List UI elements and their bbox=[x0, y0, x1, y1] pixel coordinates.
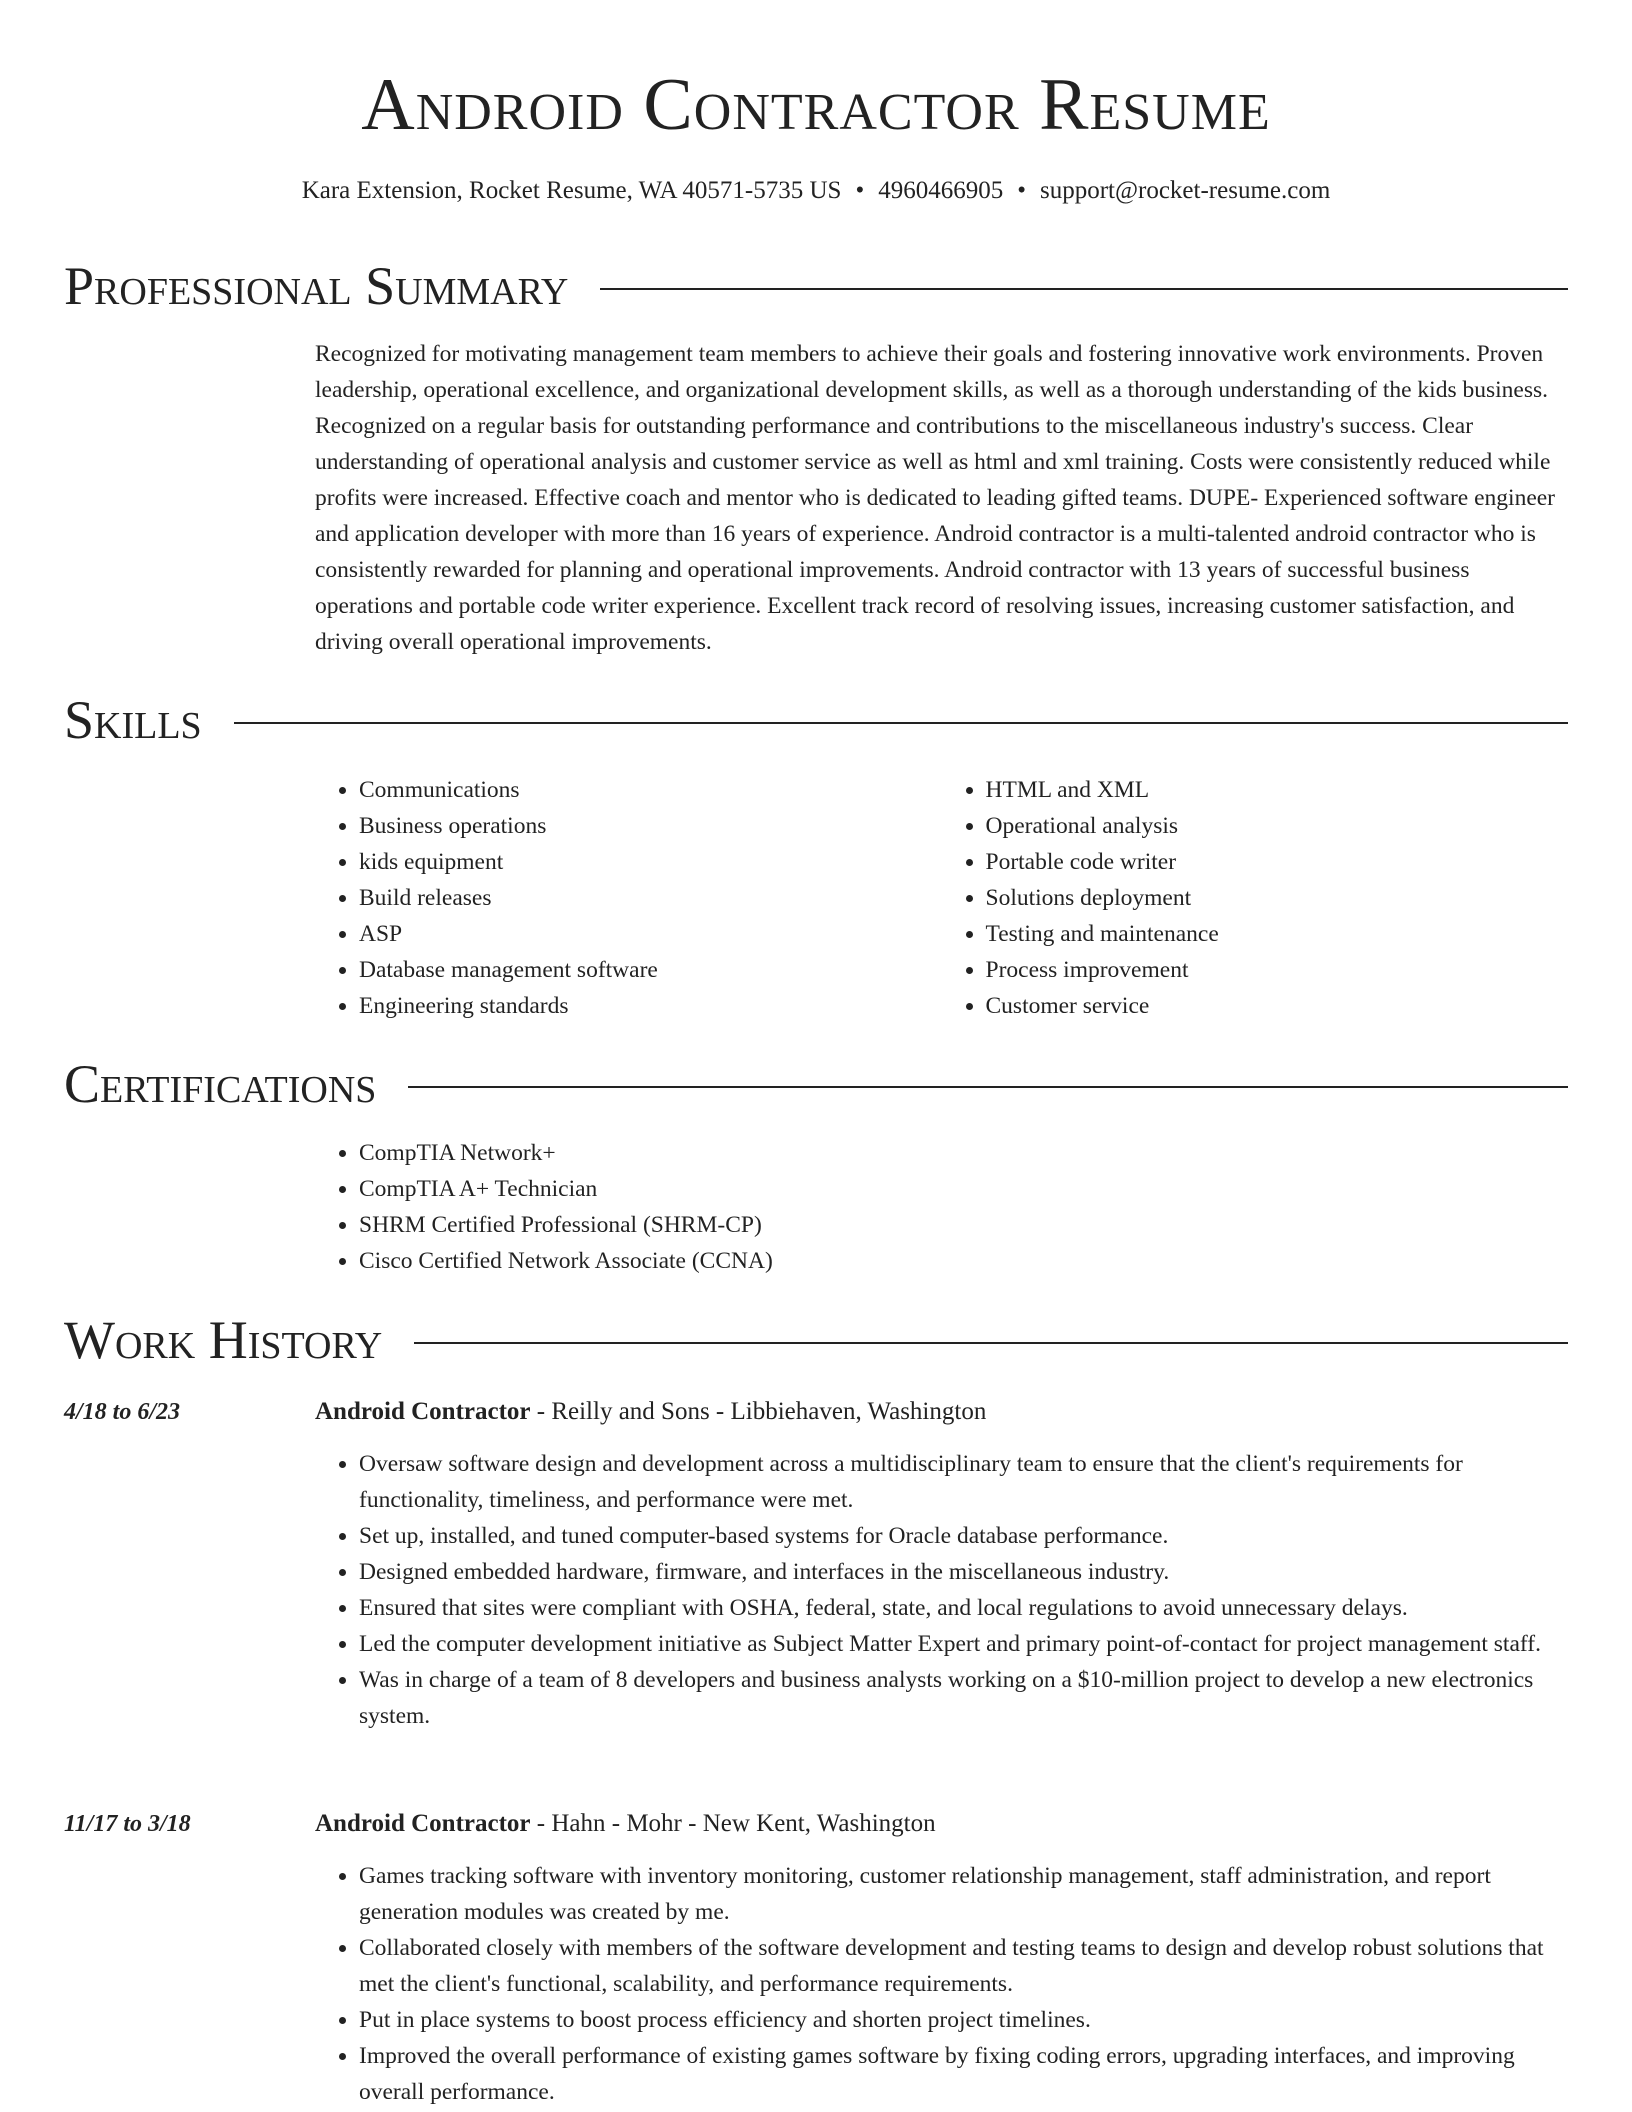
section-divider bbox=[600, 288, 1568, 290]
skills-column-left bbox=[315, 772, 942, 1024]
summary-body bbox=[315, 336, 1568, 660]
contact-email: support@rocket-resume.com bbox=[1039, 177, 1331, 204]
skill-item: • Portable code writer bbox=[986, 844, 1569, 880]
section-divider bbox=[408, 1086, 1568, 1088]
certifications-heading: Certifications bbox=[64, 1054, 377, 1114]
job-employer: - Reilly and Sons - Libbiehaven, Washington bbox=[530, 1398, 987, 1425]
skill-item: • Process improvement bbox=[986, 952, 1569, 988]
section-divider bbox=[414, 1342, 1568, 1344]
job-title: Android Contractor bbox=[315, 1398, 531, 1425]
job-bullet: • Designed embedded hardware, firmware, and interfaces in the miscellaneous industry. bbox=[359, 1554, 1568, 1590]
summary-text: Recognized for motivating management team members to achieve their goals and fostering innovative work environments. Proven leadership, operational excellence, and organizational development skills, as well as a thorough understanding of the kids business. Recognized on a regular basis for outstanding performance and contributions to the miscellaneous industry's success. Clear understanding of operational analysis and customer service as well as html and xml training. Costs were consistently reduced while profits were increased. Effective coach and mentor who is dedicated to leading gifted teams. DUPE- Experienced software engineer and application developer with more than 16 years of experience. Android contractor is a multi-talented android contractor who is consistently rewarded for planning and operational improvements. Android contractor with 13 years of successful business operations and portable code writer experience. Excellent track record of resolving issues, increasing customer satisfaction, and driving overall operational improvements. bbox=[315, 341, 1556, 655]
job-entry bbox=[315, 1806, 1568, 2110]
job-heading bbox=[315, 1806, 1568, 1842]
skills-column-right bbox=[942, 772, 1569, 1024]
job-bullet: • Collaborated closely with members of the software development and testing teams to design and develop robust solutions that met the client's functional, scalability, and performance requirements. bbox=[359, 1930, 1568, 2002]
skill-item: • Testing and maintenance bbox=[986, 916, 1569, 952]
job-dates: 11/17 to 3/18 bbox=[64, 1811, 191, 1837]
job-employer: - Hahn - Mohr - New Kent, Washington bbox=[530, 1810, 936, 1837]
skill-item: • ASP bbox=[359, 916, 942, 952]
section-divider bbox=[234, 722, 1568, 724]
certification-item: • Cisco Certified Network Associate (CCNA) bbox=[359, 1243, 1568, 1279]
skill-item: • Business operations bbox=[359, 808, 942, 844]
skill-item: • Communications bbox=[359, 772, 942, 808]
skill-item: • Database management software bbox=[359, 952, 942, 988]
work-heading: Work History bbox=[64, 1310, 383, 1370]
skill-item: • Customer service bbox=[986, 988, 1569, 1024]
skill-item: • Engineering standards bbox=[359, 988, 942, 1024]
job-bullet: • Games tracking software with inventory monitoring, customer relationship management, staff administration, and report generation modules was created by me. bbox=[359, 1858, 1568, 1930]
summary-section-header bbox=[64, 254, 1568, 318]
skill-item: • Operational analysis bbox=[986, 808, 1569, 844]
certification-item: • SHRM Certified Professional (SHRM-CP) bbox=[359, 1207, 1568, 1243]
job-bullet: • Oversaw software design and development across a multidisciplinary team to ensure that the client's requirements for functionality, timeliness, and performance were met. bbox=[359, 1446, 1568, 1518]
job-heading bbox=[315, 1394, 1568, 1430]
job-bullets bbox=[315, 1446, 1568, 1734]
job-bullet: • Was in charge of a team of 8 developers and business analysts working on a $10-million project to develop a new electronics system. bbox=[359, 1662, 1568, 1734]
work-section-header bbox=[64, 1308, 1568, 1372]
skill-item: • kids equipment bbox=[359, 844, 942, 880]
summary-heading: Professional Summary bbox=[64, 256, 569, 316]
contact-line bbox=[64, 173, 1568, 209]
job-bullet: • Ensured that sites were compliant with OSHA, federal, state, and local regulations to avoid unnecessary delays. bbox=[359, 1590, 1568, 1626]
job-bullet: • Put in place systems to boost process efficiency and shorten project timelines. bbox=[359, 2002, 1568, 2038]
skill-item: • Build releases bbox=[359, 880, 942, 916]
job-bullets bbox=[315, 1858, 1568, 2110]
certification-item: • CompTIA A+ Technician bbox=[359, 1171, 1568, 1207]
contact-separator: • bbox=[855, 177, 865, 204]
contact-address: Kara Extension, Rocket Resume, WA 40571-5735 US bbox=[301, 177, 842, 204]
certifications-bullets bbox=[315, 1135, 1568, 1279]
certification-item: • CompTIA Network+ bbox=[359, 1135, 1568, 1171]
job-bullet: • Led the computer development initiative as Subject Matter Expert and primary point-of-contact for project management staff. bbox=[359, 1626, 1568, 1662]
skills-heading: Skills bbox=[64, 690, 202, 750]
job-dates: 4/18 to 6/23 bbox=[64, 1399, 181, 1425]
contact-phone: 4960466905 bbox=[878, 177, 1004, 204]
certifications-section-header bbox=[64, 1052, 1568, 1116]
job-title: Android Contractor bbox=[315, 1810, 531, 1837]
skill-item: • Solutions deployment bbox=[986, 880, 1569, 916]
certifications-list bbox=[315, 1135, 1568, 1279]
job-bullet: • Set up, installed, and tuned computer-based systems for Oracle database performance. bbox=[359, 1518, 1568, 1554]
skill-item: • HTML and XML bbox=[986, 772, 1569, 808]
skills-list bbox=[315, 772, 1568, 1024]
resume-title: Android Contractor Resume bbox=[361, 64, 1271, 146]
job-bullet: • Improved the overall performance of existing games software by fixing coding errors, upgrading interfaces, and improving overall performance. bbox=[359, 2038, 1568, 2110]
job-entry bbox=[315, 1394, 1568, 1734]
skills-section-header bbox=[64, 688, 1568, 752]
contact-separator: • bbox=[1017, 177, 1026, 204]
